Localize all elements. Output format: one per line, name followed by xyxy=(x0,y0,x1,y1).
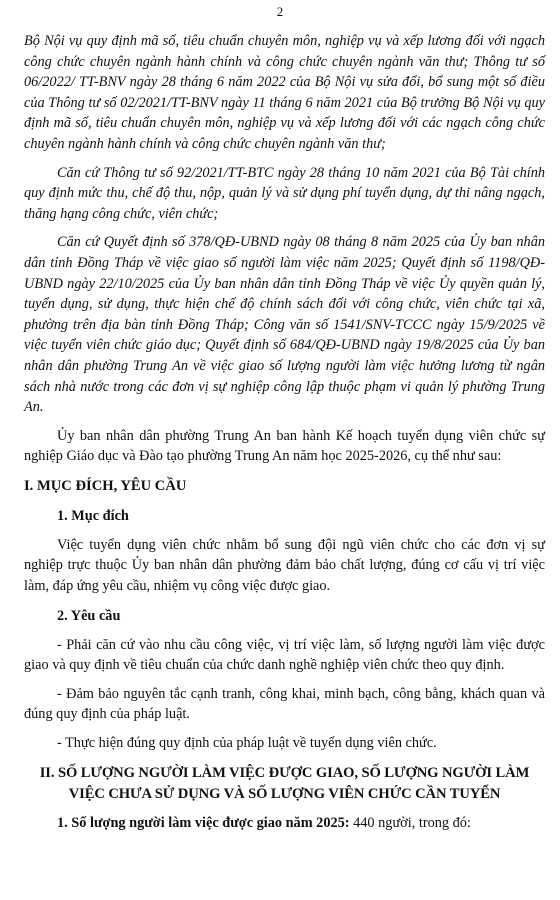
section-1-heading: I. MỤC ĐÍCH, YÊU CẦU xyxy=(24,477,187,494)
section-1-1-heading: 1. Mục đích xyxy=(57,507,129,524)
legal-basis-paragraph-1: Bộ Nội vụ quy định mã số, tiêu chuẩn chuyên môn, nghiệp vụ và xếp lương đối với ngạch công chức chuyên ngành hành chính và công chức chuyên ngành văn thư; Thông tư số 06/2022/ TT-BNV ngày 28 tháng 6 năm 2022 của Bộ Nội vụ sửa đổi, bổ sung một số điều của Thông tư số 02/2021/TT-BNV ngày 11 tháng 6 năm 2021 của Bộ trưởng Bộ Nội vụ quy định mã số, tiêu chuẩn chuyên môn, nghiệp vụ và xếp lương đối với các ngạch công chức chuyên ngành hành chính và công chức chuyên ngành văn thư; xyxy=(24,33,545,152)
section-1-2-heading: 2. Yêu cầu xyxy=(57,607,121,624)
requirement-item-3: - Thực hiện đúng quy định của pháp luật về tuyển dụng viên chức. xyxy=(57,735,437,752)
section-2-item-1-text: 440 người, trong đó: xyxy=(349,814,471,831)
requirement-item-1: - Phải căn cứ vào nhu cầu công việc, vị trí việc làm, số lượng người làm việc được giao và quy định về tiêu chuẩn của chức danh nghề nghiệp viên chức theo quy định. xyxy=(24,636,545,674)
legal-basis-paragraph-3: Căn cứ Quyết định số 378/QĐ-UBND ngày 08 tháng 8 năm 2025 của Ủy ban nhân dân tỉnh Đồng Tháp về việc giao số người làm việc năm 2025; Quyết định số 1198/QĐ-UBND ngày 22/10/2025 của Ủy ban nhân dân tỉnh Đồng Tháp về việc Ủy quyền quản lý, tuyển dụng, sử dụng, thực hiện chế độ chính sách đối với công chức, viên chức tại xã, phường trên địa bàn tỉnh Đồng Tháp; Công văn số 1541/SNV-TCCC ngày 15/9/2025 về việc tuyển viên chức giáo dục; Quyết định số 684/QĐ-UBND ngày 19/8/2025 của Ủy ban nhân dân phường Trung An về việc giao số lượng người làm việc hưởng lương từ ngân sách nhà nước trong các đơn vị sự nghiệp công lập thuộc phạm vi quản lý phường Trung An. xyxy=(24,234,545,416)
section-2-item-1-lead: 1. Số lượng người làm việc được giao năm 2025: xyxy=(57,814,350,831)
document-body xyxy=(24,31,545,833)
section-2-heading: II. SỐ LƯỢNG NGƯỜI LÀM VIỆC ĐƯỢC GIAO, SỐ LƯỢNG NGƯỜI LÀM VIỆC CHƯA SỬ DỤNG VÀ SỐ LƯỢNG VIÊN CHỨC CẦN TUYỂN xyxy=(39,764,530,802)
page-number: 2 xyxy=(276,4,284,19)
requirement-item-2: - Đảm bảo nguyên tắc cạnh tranh, công khai, minh bạch, công bằng, khách quan và đúng quy định của pháp luật. xyxy=(24,685,545,723)
legal-basis-paragraph-2: Căn cứ Thông tư số 92/2021/TT-BTC ngày 28 tháng 10 năm 2021 của Bộ Tài chính quy định mức thu, chế độ thu, nộp, quản lý và sử dụng phí tuyển dụng, dự thi nâng ngạch, thăng hạng công chức, viên chức; xyxy=(24,164,545,222)
plan-intro-paragraph: Ủy ban nhân dân phường Trung An ban hành Kế hoạch tuyển dụng viên chức sự nghiệp Giáo dục và Đào tạo phường Trung An năm học 2025-2026, cụ thể như sau: xyxy=(24,427,545,465)
section-2-item-1 xyxy=(24,813,545,834)
purpose-paragraph: Việc tuyển dụng viên chức nhằm bổ sung đội ngũ viên chức cho các đơn vị sự nghiệp trực thuộc Ủy ban nhân dân phường đảm bảo chất lượng, đúng cơ cấu vị trí việc làm, đáp ứng yêu cầu, nhiệm vụ công việc được giao. xyxy=(24,536,545,595)
